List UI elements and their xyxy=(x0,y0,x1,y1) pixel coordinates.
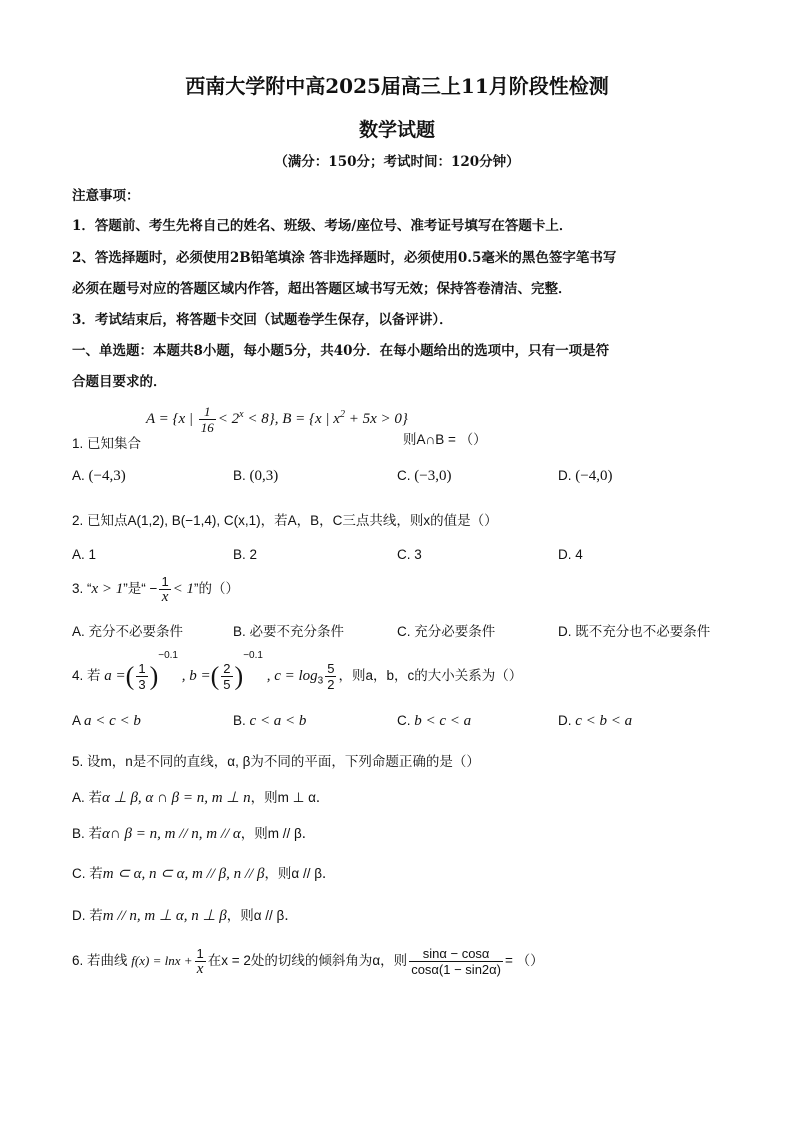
q1-option-d-value: (−4,0) xyxy=(575,468,613,484)
q5-option-c xyxy=(72,862,336,883)
q4-a-num: 1 xyxy=(138,660,146,676)
q6-e-num: sinα − cosα xyxy=(409,946,503,962)
q5-option-c-tail: ，则α // β． xyxy=(264,866,336,881)
question-6 xyxy=(72,946,544,977)
q1-option-a-label: A. xyxy=(72,468,85,483)
q4-option-c-label: C. xyxy=(397,713,411,728)
q2-option-a xyxy=(72,547,96,562)
q6-func-fraction xyxy=(195,946,206,977)
q5-option-a-value: α ⊥ β, α ∩ β = n, m ⊥ n xyxy=(102,790,251,806)
q3-suffix: ”的（） xyxy=(194,581,240,597)
q2-option-c-value: 3 xyxy=(414,547,422,562)
q1-exp: x xyxy=(239,408,244,420)
q4-a-exp: −0.1 xyxy=(158,650,178,661)
q3-option-b-value: 必要不充分条件 xyxy=(249,624,345,639)
q5-option-d-tail: ，则α // β． xyxy=(226,908,298,923)
q3-condition: x > 1 xyxy=(91,581,124,598)
q4-a-den: 3 xyxy=(138,676,146,692)
q1-ineq: < 2 xyxy=(217,410,240,427)
q4-c-num: 5 xyxy=(327,660,335,676)
q3-option-a-label: A. xyxy=(72,624,85,639)
q4-prefix: 4. 若 xyxy=(72,668,101,683)
question-5: 5. 设m，n是不同的直线，α, β为不同的平面，下列命题正确的是（） xyxy=(72,754,480,769)
q5-option-c-label: C. 若 xyxy=(72,866,103,881)
q1-set-expression xyxy=(146,404,408,435)
q6-mid: 在x = 2处的切线的倾斜角为α，则 xyxy=(207,953,408,969)
q1-option-c xyxy=(397,468,451,485)
q4-b-den: 5 xyxy=(223,676,231,692)
q4-b-fraction xyxy=(221,661,232,692)
notice-item-1: 1．答题前、考生先将自己的姓名、班级、考场/座位号、准考证号填写在答题卡上． xyxy=(72,218,573,234)
question-4 xyxy=(72,650,522,692)
q3-prefix: 3. “ xyxy=(72,581,92,597)
q4-b-lparen: ( xyxy=(210,661,220,691)
q1-prefix: 1. 已知集合 xyxy=(72,436,142,451)
q6-function: f(x) = lnx + xyxy=(131,953,193,969)
q4-option-a-label: A xyxy=(72,713,81,728)
q3-fraction xyxy=(159,574,170,605)
q2-option-a-label: A. xyxy=(72,547,85,562)
q4-c-eq: , c = log xyxy=(266,668,318,684)
q3-mid: ”是“ − xyxy=(123,581,158,597)
q4-a-rparen: ) xyxy=(149,661,159,691)
q2-option-d-value: 4 xyxy=(575,547,583,562)
q3-frac-den: x xyxy=(161,589,169,605)
q3-option-c-value: 充分必要条件 xyxy=(414,624,496,639)
notice-item-3: 3．考试结束后，将答题卡交回（试题卷学生保存，以备评讲）． xyxy=(72,312,453,328)
q3-tail: < 1 xyxy=(172,581,195,598)
q5-option-d-label: D. 若 xyxy=(72,908,103,923)
q5-option-a-label: A. 若 xyxy=(72,790,103,805)
q1-fraction xyxy=(199,404,216,435)
q4-c-den: 2 xyxy=(327,676,335,692)
q4-a-fraction xyxy=(136,661,147,692)
section-heading-cont: 合题目要求的． xyxy=(72,374,167,390)
q1-option-a-value: (−4,3) xyxy=(88,468,126,484)
exam-subtitle: 数学试题 xyxy=(358,119,435,141)
q2-option-b xyxy=(233,547,257,562)
q5-option-a xyxy=(72,786,329,807)
q3-option-d-label: D. xyxy=(558,624,572,639)
q6-expression-fraction xyxy=(409,946,503,977)
q4-option-b-value: c < a < b xyxy=(249,713,307,729)
exam-title: 西南大学附中高2025届高三上11月阶段性检测 xyxy=(185,74,609,98)
q1-option-d-label: D. xyxy=(558,468,572,483)
q1-frac-num: 1 xyxy=(199,404,216,420)
q6-f-den: x xyxy=(196,961,204,977)
q4-option-c-value: b < c < a xyxy=(414,713,472,729)
q4-c-base: 3 xyxy=(317,675,324,687)
q1-exp2: 2 xyxy=(339,408,345,420)
q4-a-lparen: ( xyxy=(125,661,135,691)
q5-option-b xyxy=(72,822,315,843)
q2-option-c-label: C. xyxy=(397,547,411,562)
notice-item-2-cont: 必须在题号对应的答题区域内作答，超出答题区域书写无效；保持答卷清洁、完整． xyxy=(72,281,572,297)
q4-b-num: 2 xyxy=(223,660,231,676)
q6-f-num: 1 xyxy=(196,946,204,961)
q2-option-c xyxy=(397,547,422,562)
q4-option-d-value: c < b < a xyxy=(575,713,633,729)
q2-option-d-label: D. xyxy=(558,547,572,562)
q5-option-b-tail: ，则m // β． xyxy=(240,826,316,841)
q1-option-b xyxy=(233,468,278,485)
q3-option-b xyxy=(233,620,344,640)
q4-b-exp: −0.1 xyxy=(243,650,263,661)
q1-option-c-label: C. xyxy=(397,468,411,483)
q1-suffix: 则A∩B = （） xyxy=(403,432,487,447)
q1-set-a: A = {x | xyxy=(146,410,197,427)
q5-option-b-value: α∩ β = n, m // n, m // α xyxy=(102,826,241,842)
q4-a-eq: a = xyxy=(104,668,126,684)
question-2: 2. 已知点A(1,2), B(−1,4), C(x,1)，若A，B，C三点共线，则x的值是（） xyxy=(72,513,498,528)
q5-option-d xyxy=(72,904,298,925)
q5-option-a-tail: ，则m ⊥ α． xyxy=(250,790,330,805)
q5-option-c-value: m ⊂ α, n ⊂ α, m // β, n // β xyxy=(102,866,265,882)
q6-suffix: = （） xyxy=(505,953,544,969)
q1-ineq3: + 5x > 0} xyxy=(348,410,408,427)
q1-ineq2: < 8}, B = {x | x xyxy=(247,410,340,427)
q1-option-b-value: (0,3) xyxy=(249,468,279,484)
q1-option-a xyxy=(72,468,126,485)
q1-frac-den: 16 xyxy=(200,420,214,435)
q4-b-rparen: ) xyxy=(234,661,244,691)
q4-suffix: ，则a，b，c的大小关系为（） xyxy=(338,668,523,683)
q3-option-c xyxy=(397,620,495,640)
q4-option-b xyxy=(233,713,306,730)
q3-option-d xyxy=(558,620,710,640)
q4-option-c xyxy=(397,713,471,730)
q4-option-d xyxy=(558,713,632,730)
q2-option-b-value: 2 xyxy=(249,547,258,562)
q5-option-d-value: m // n, m ⊥ α, n ⊥ β xyxy=(102,908,227,924)
q2-option-b-label: B. xyxy=(233,547,246,562)
q3-option-d-value: 既不充分也不必要条件 xyxy=(575,624,711,639)
question-3 xyxy=(72,574,239,605)
q3-option-a xyxy=(72,620,183,640)
q6-prefix: 6. 若曲线 xyxy=(72,953,128,969)
q2-option-d xyxy=(558,547,583,562)
q3-option-a-value: 充分不必要条件 xyxy=(88,624,184,639)
q4-c-fraction xyxy=(325,661,336,692)
section-heading: 一、单选题：本题共8小题，每小题5分，共40分．在每小题给出的选项中，只有一项是符 xyxy=(72,343,610,359)
q4-option-a xyxy=(72,713,141,730)
q3-option-c-label: C. xyxy=(397,624,411,639)
q4-option-d-label: D. xyxy=(558,713,572,728)
notice-heading: 注意事项： xyxy=(72,188,140,204)
q1-option-b-label: B. xyxy=(233,468,246,483)
q1-option-c-value: (−3,0) xyxy=(414,468,452,484)
q3-frac-num: 1 xyxy=(161,574,169,589)
q1-option-d xyxy=(558,468,612,485)
q4-option-a-value: a < c < b xyxy=(84,713,141,729)
notice-item-2: 2、答选择题时，必须使用2B铅笔填涂 答非选择题时，必须使用0.5毫米的黑色签字笔书写 xyxy=(72,250,617,266)
q4-option-b-label: B. xyxy=(233,713,246,728)
score-time-info: （满分：150分；考试时间：120分钟） xyxy=(274,154,520,170)
q6-e-den: cosα(1 − sin2α) xyxy=(411,962,502,977)
q3-option-b-label: B. xyxy=(233,624,246,639)
q5-option-b-label: B. 若 xyxy=(72,826,103,841)
q4-b-eq: , b = xyxy=(181,668,211,684)
q2-option-a-value: 1 xyxy=(88,547,97,562)
